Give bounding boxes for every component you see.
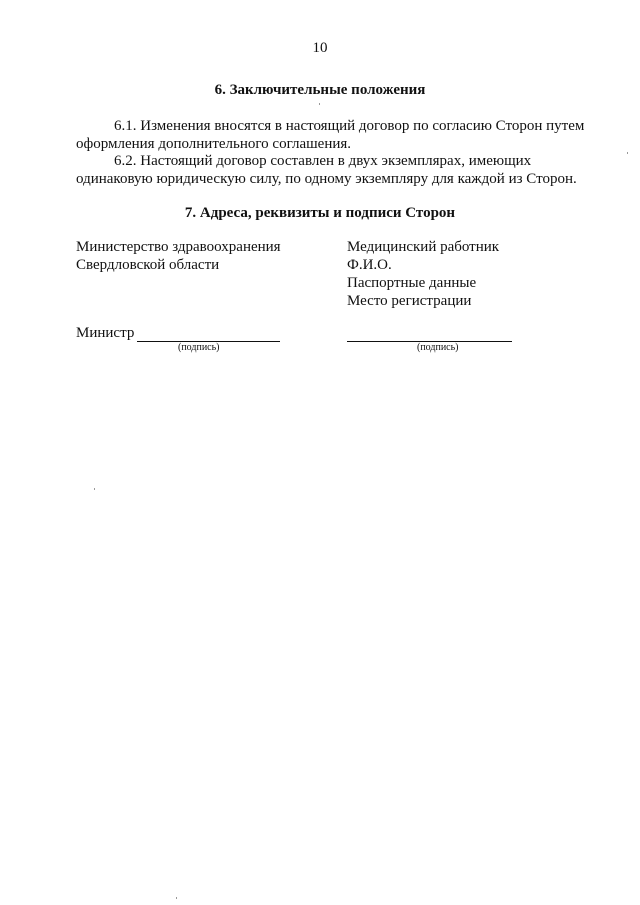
scan-speck	[627, 152, 628, 154]
section-6-title: 6. Заключительные положения	[214, 82, 426, 98]
signature-caption-minister: (подпись)	[178, 342, 220, 353]
party-ministry	[76, 238, 281, 274]
paragraph-6-2-line-1: 6.2. Настоящий договор составлен в двух экземплярах, имеющих	[114, 153, 532, 169]
paragraph-6-2	[76, 152, 606, 188]
party-worker-line: Место регистрации	[347, 293, 472, 309]
party-worker-line: Медицинский работник	[347, 239, 500, 255]
scan-speck	[319, 103, 320, 105]
party-worker-line: Ф.И.О.	[347, 257, 392, 273]
page-number: 10	[312, 40, 328, 56]
paragraph-6-1	[76, 117, 606, 153]
paragraph-6-1-line-2: оформления дополнительного соглашения.	[76, 136, 352, 152]
scan-speck	[94, 488, 95, 490]
party-ministry-line: Свердловской области	[76, 257, 220, 273]
signature-caption-worker: (подпись)	[417, 342, 459, 353]
party-ministry-line: Министерство здравоохранения	[76, 239, 281, 255]
scan-speck	[176, 897, 177, 899]
party-worker-line: Паспортные данные	[347, 275, 477, 291]
minister-label: Министр	[76, 325, 135, 341]
section-7-title: 7. Адреса, реквизиты и подписи Сторон	[184, 205, 456, 221]
paragraph-6-2-line-2: одинаковую юридическую силу, по одному экземпляру для каждой из Сторон.	[76, 171, 577, 187]
paragraph-6-1-line-1: 6.1. Изменения вносятся в настоящий договор по согласию Сторон путем	[114, 118, 585, 134]
party-medical-worker	[347, 238, 499, 310]
